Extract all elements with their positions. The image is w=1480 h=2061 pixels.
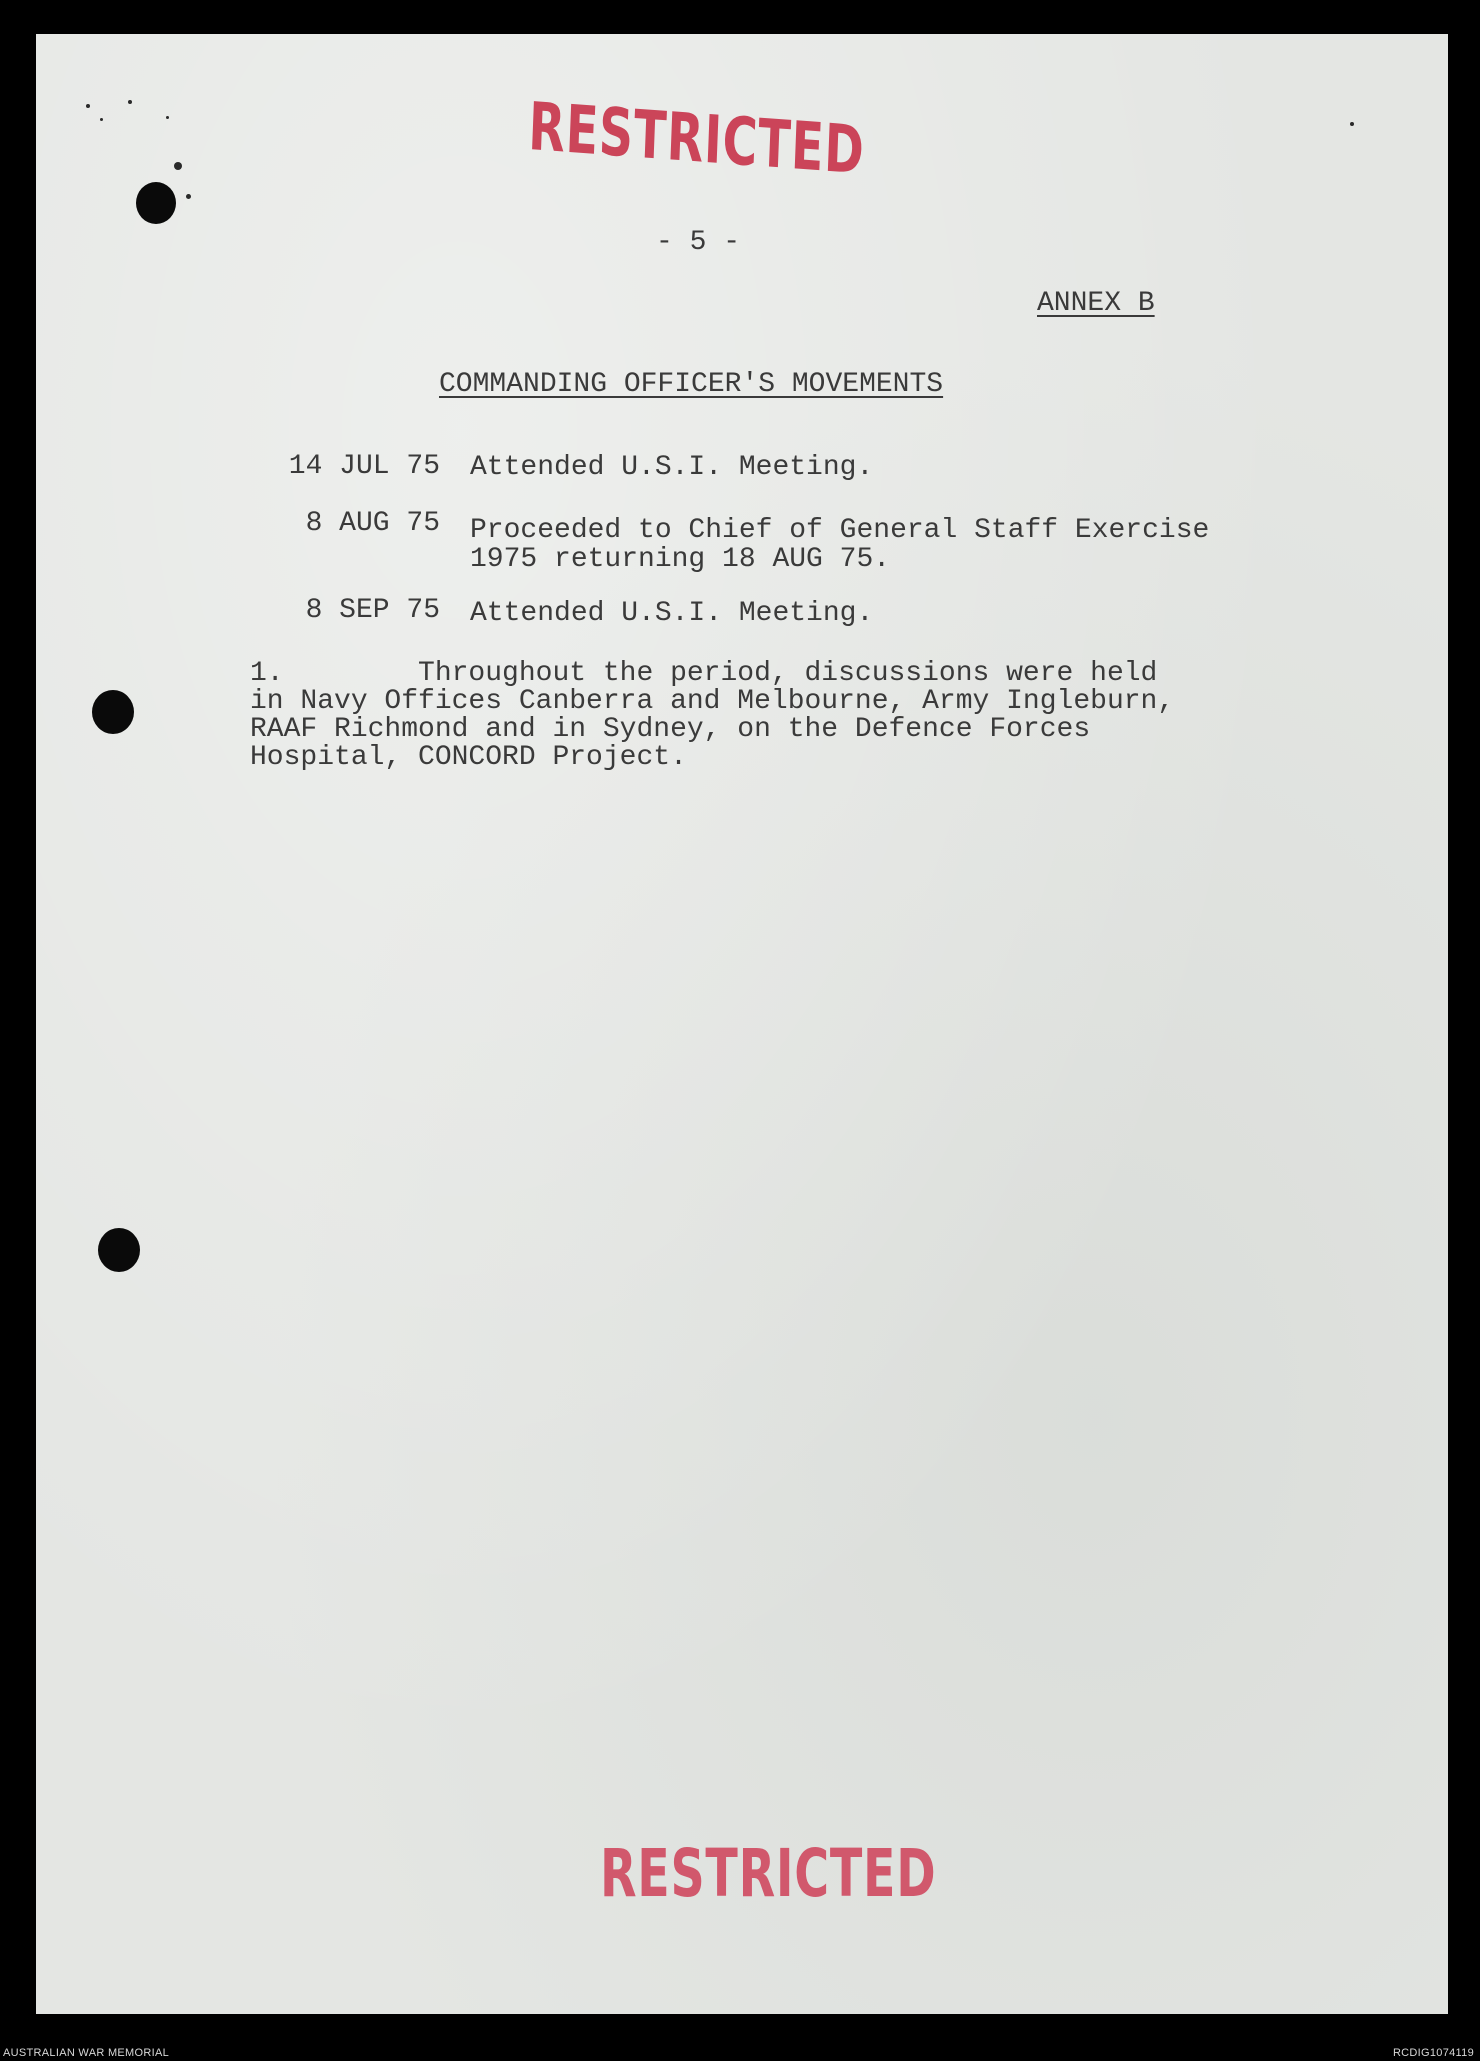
- archive-reference: RCDIG1074119: [1392, 2047, 1474, 2059]
- page-title: COMMANDING OFFICER'S MOVEMENTS: [439, 369, 944, 400]
- restricted-stamp-bottom: RESTRICTED: [600, 1835, 937, 1912]
- paper-speck: [86, 104, 90, 108]
- movement-text: Attended U.S.I. Meeting.: [470, 452, 874, 483]
- paper-speck: [166, 116, 169, 119]
- paper-speck: [1350, 122, 1354, 126]
- punch-hole-bottom: [98, 1228, 140, 1272]
- document-page: [36, 34, 1448, 2014]
- paper-speck: [186, 194, 191, 199]
- movement-date: 14 JUL 75: [288, 451, 440, 482]
- punch-hole-top: [136, 182, 176, 224]
- annex-label: ANNEX B: [1037, 288, 1155, 319]
- paper-speck: [128, 100, 132, 104]
- page-number: - 5 -: [656, 227, 741, 258]
- paper-speck: [174, 162, 182, 170]
- punch-hole-middle: [92, 690, 134, 734]
- movement-text: Attended U.S.I. Meeting.: [470, 598, 874, 629]
- restricted-stamp-top: RESTRICTED: [527, 88, 866, 190]
- body-paragraph: 1. Throughout the period, discussions were held in Navy Offices Canberra and Melbourne, Army Ingleburn, RAAF Richmond and in Sydney, on the Defence Forces Hospital, CONCORD Project.: [250, 658, 1175, 773]
- movement-date: 8 SEP 75: [305, 595, 440, 626]
- paper-speck: [100, 118, 103, 121]
- movement-text: Proceeded to Chief of General Staff Exercise 1975 returning 18 AUG 75.: [470, 515, 1210, 575]
- movement-date: 8 AUG 75: [305, 508, 440, 539]
- archive-credit: AUSTRALIAN WAR MEMORIAL: [3, 2047, 170, 2059]
